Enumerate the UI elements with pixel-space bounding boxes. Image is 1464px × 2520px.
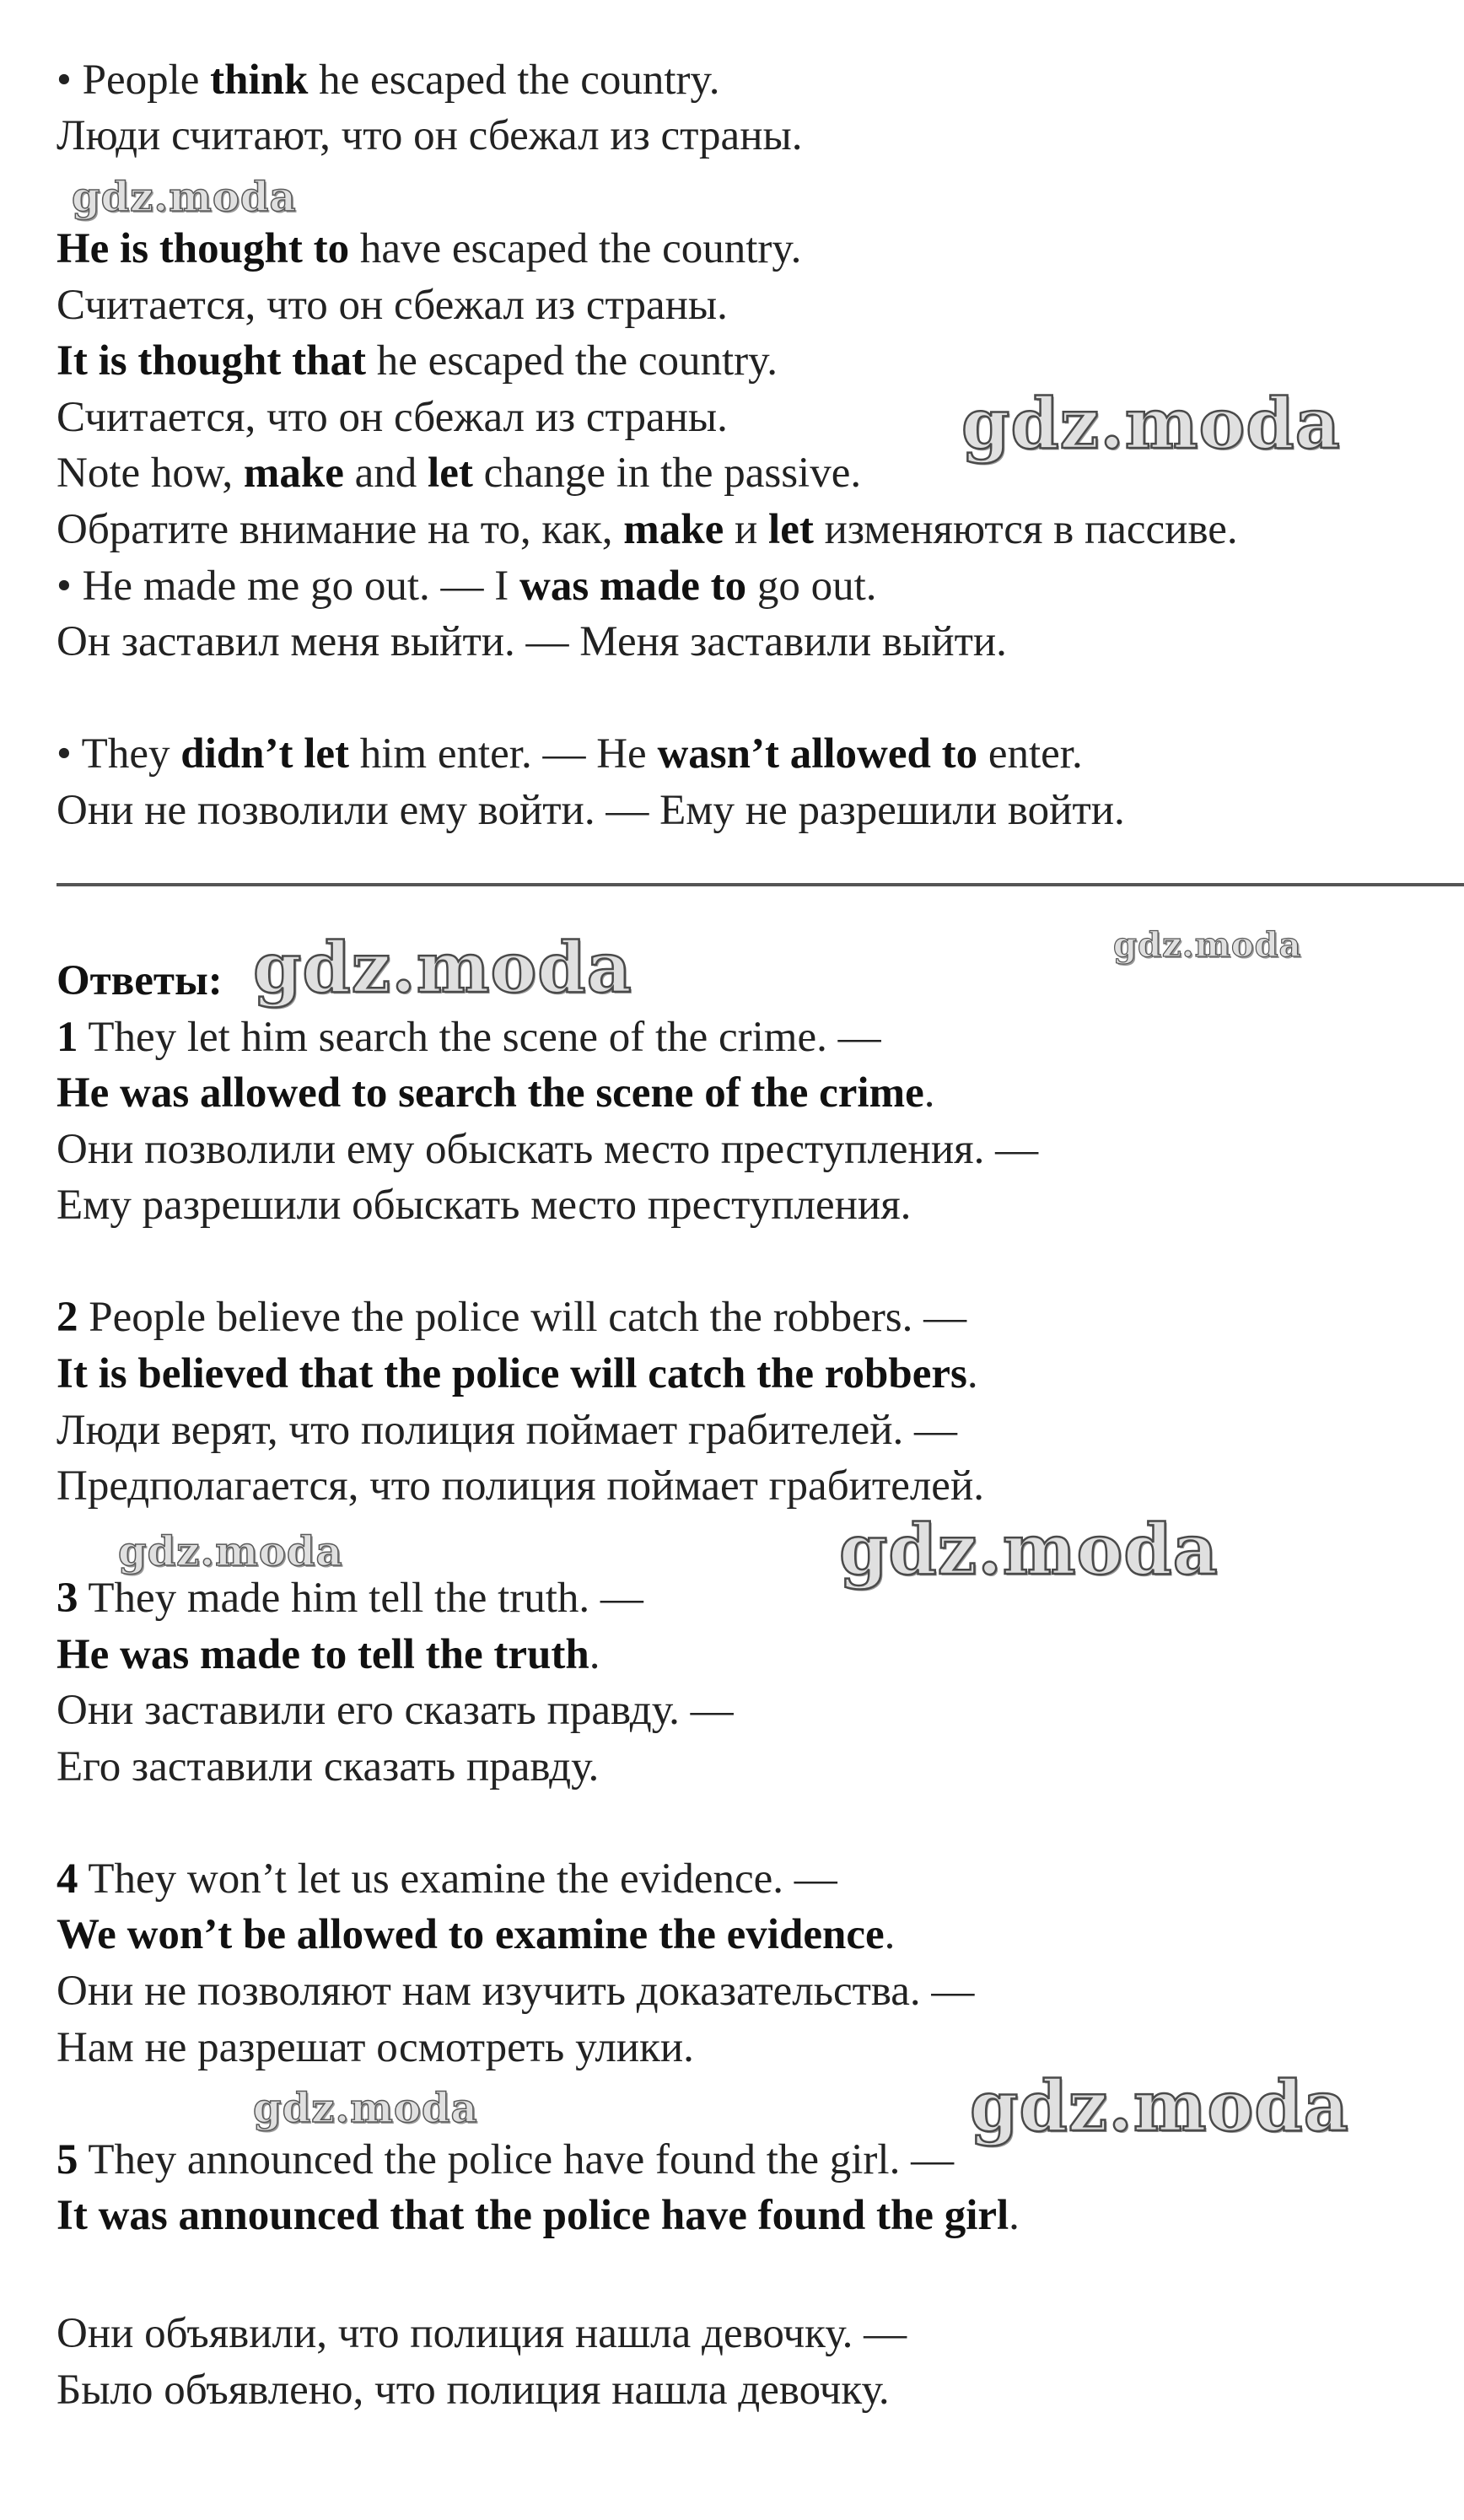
intro-line-5: It is thought that he escaped the country.	[57, 337, 778, 385]
intro-line-12: Они не позволили ему войти. — Ему не разрешили войти.	[57, 787, 1125, 834]
watermark: gdz.moda	[118, 1528, 343, 1575]
intro-line-10: Он заставил меня выйти. — Меня заставили выйти.	[57, 618, 1007, 665]
answer-3-ru-2: Его заставили сказать правду.	[57, 1743, 600, 1790]
answer-5-original: 5 They announced the police have found the girl. —	[57, 2136, 955, 2183]
intro-line-4: Считается, что он сбежал из страны.	[57, 282, 728, 329]
answer-1-passive: He was allowed to search the scene of the crime.	[57, 1069, 935, 1117]
answer-3-ru-1: Они заставили его сказать правду. —	[57, 1687, 734, 1734]
answer-1-ru-1: Они позволили ему обыскать место преступления. —	[57, 1126, 1039, 1173]
intro-line-1: • People think he escaped the country.	[57, 57, 720, 104]
watermark: gdz.moda	[72, 174, 297, 221]
watermark: gdz.moda	[839, 1510, 1219, 1591]
answer-1-ru-2: Ему разрешили обыскать место преступления.	[57, 1182, 912, 1229]
intro-line-11: • They didn’t let him enter. — He wasn’t allowed to enter.	[57, 730, 1083, 778]
answer-1-original: 1 They let him search the scene of the crime. —	[57, 1014, 881, 1061]
intro-line-8: Обратите внимание на то, как, make и let изменяются в пассиве.	[57, 506, 1238, 553]
answer-2-original: 2 People believe the police will catch the robbers. —	[57, 1294, 967, 1341]
intro-line-3: He is thought to have escaped the country.	[57, 225, 802, 272]
watermark: gdz.moda	[253, 928, 632, 1009]
answer-5-passive: It was announced that the police have found the girl.	[57, 2192, 1020, 2239]
answer-4-passive: We won’t be allowed to examine the evidence.	[57, 1911, 896, 1958]
answer-2-ru-2: Предполагается, что полиция поймает грабителей.	[57, 1462, 984, 1510]
answer-4-ru-1: Они не позволяют нам изучить доказательства. —	[57, 1968, 975, 2015]
watermark: gdz.moda	[961, 384, 1341, 465]
intro-line-7: Note how, make and let change in the passive.	[57, 450, 862, 497]
intro-line-2: Люди считают, что он сбежал из страны.	[57, 112, 803, 159]
answer-5-ru-1: Они объявили, что полиция нашла девочку. —	[57, 2310, 907, 2357]
answer-3-passive: He was made to tell the truth.	[57, 1631, 600, 1678]
watermark: gdz.moda	[1113, 925, 1302, 965]
answer-2-passive: It is believed that the police will catch the robbers.	[57, 1350, 978, 1397]
watermark: gdz.moda	[253, 2085, 478, 2132]
answer-4-original: 4 They won’t let us examine the evidence. —	[57, 1855, 837, 1903]
answers-heading: Ответы:	[57, 957, 223, 1004]
answer-5-ru-2: Было объявлено, что полиция нашла девочку.	[57, 2367, 890, 2414]
intro-line-6: Считается, что он сбежал из страны.	[57, 394, 728, 441]
section-divider	[57, 883, 1464, 886]
answer-4-ru-2: Нам не разрешат осмотреть улики.	[57, 2024, 694, 2071]
answer-2-ru-1: Люди верят, что полиция поймает грабителей. —	[57, 1407, 958, 1454]
answer-3-original: 3 They made him tell the truth. —	[57, 1575, 643, 1622]
intro-line-9: • He made me go out. — I was made to go out.	[57, 563, 877, 610]
watermark: gdz.moda	[970, 2066, 1349, 2147]
